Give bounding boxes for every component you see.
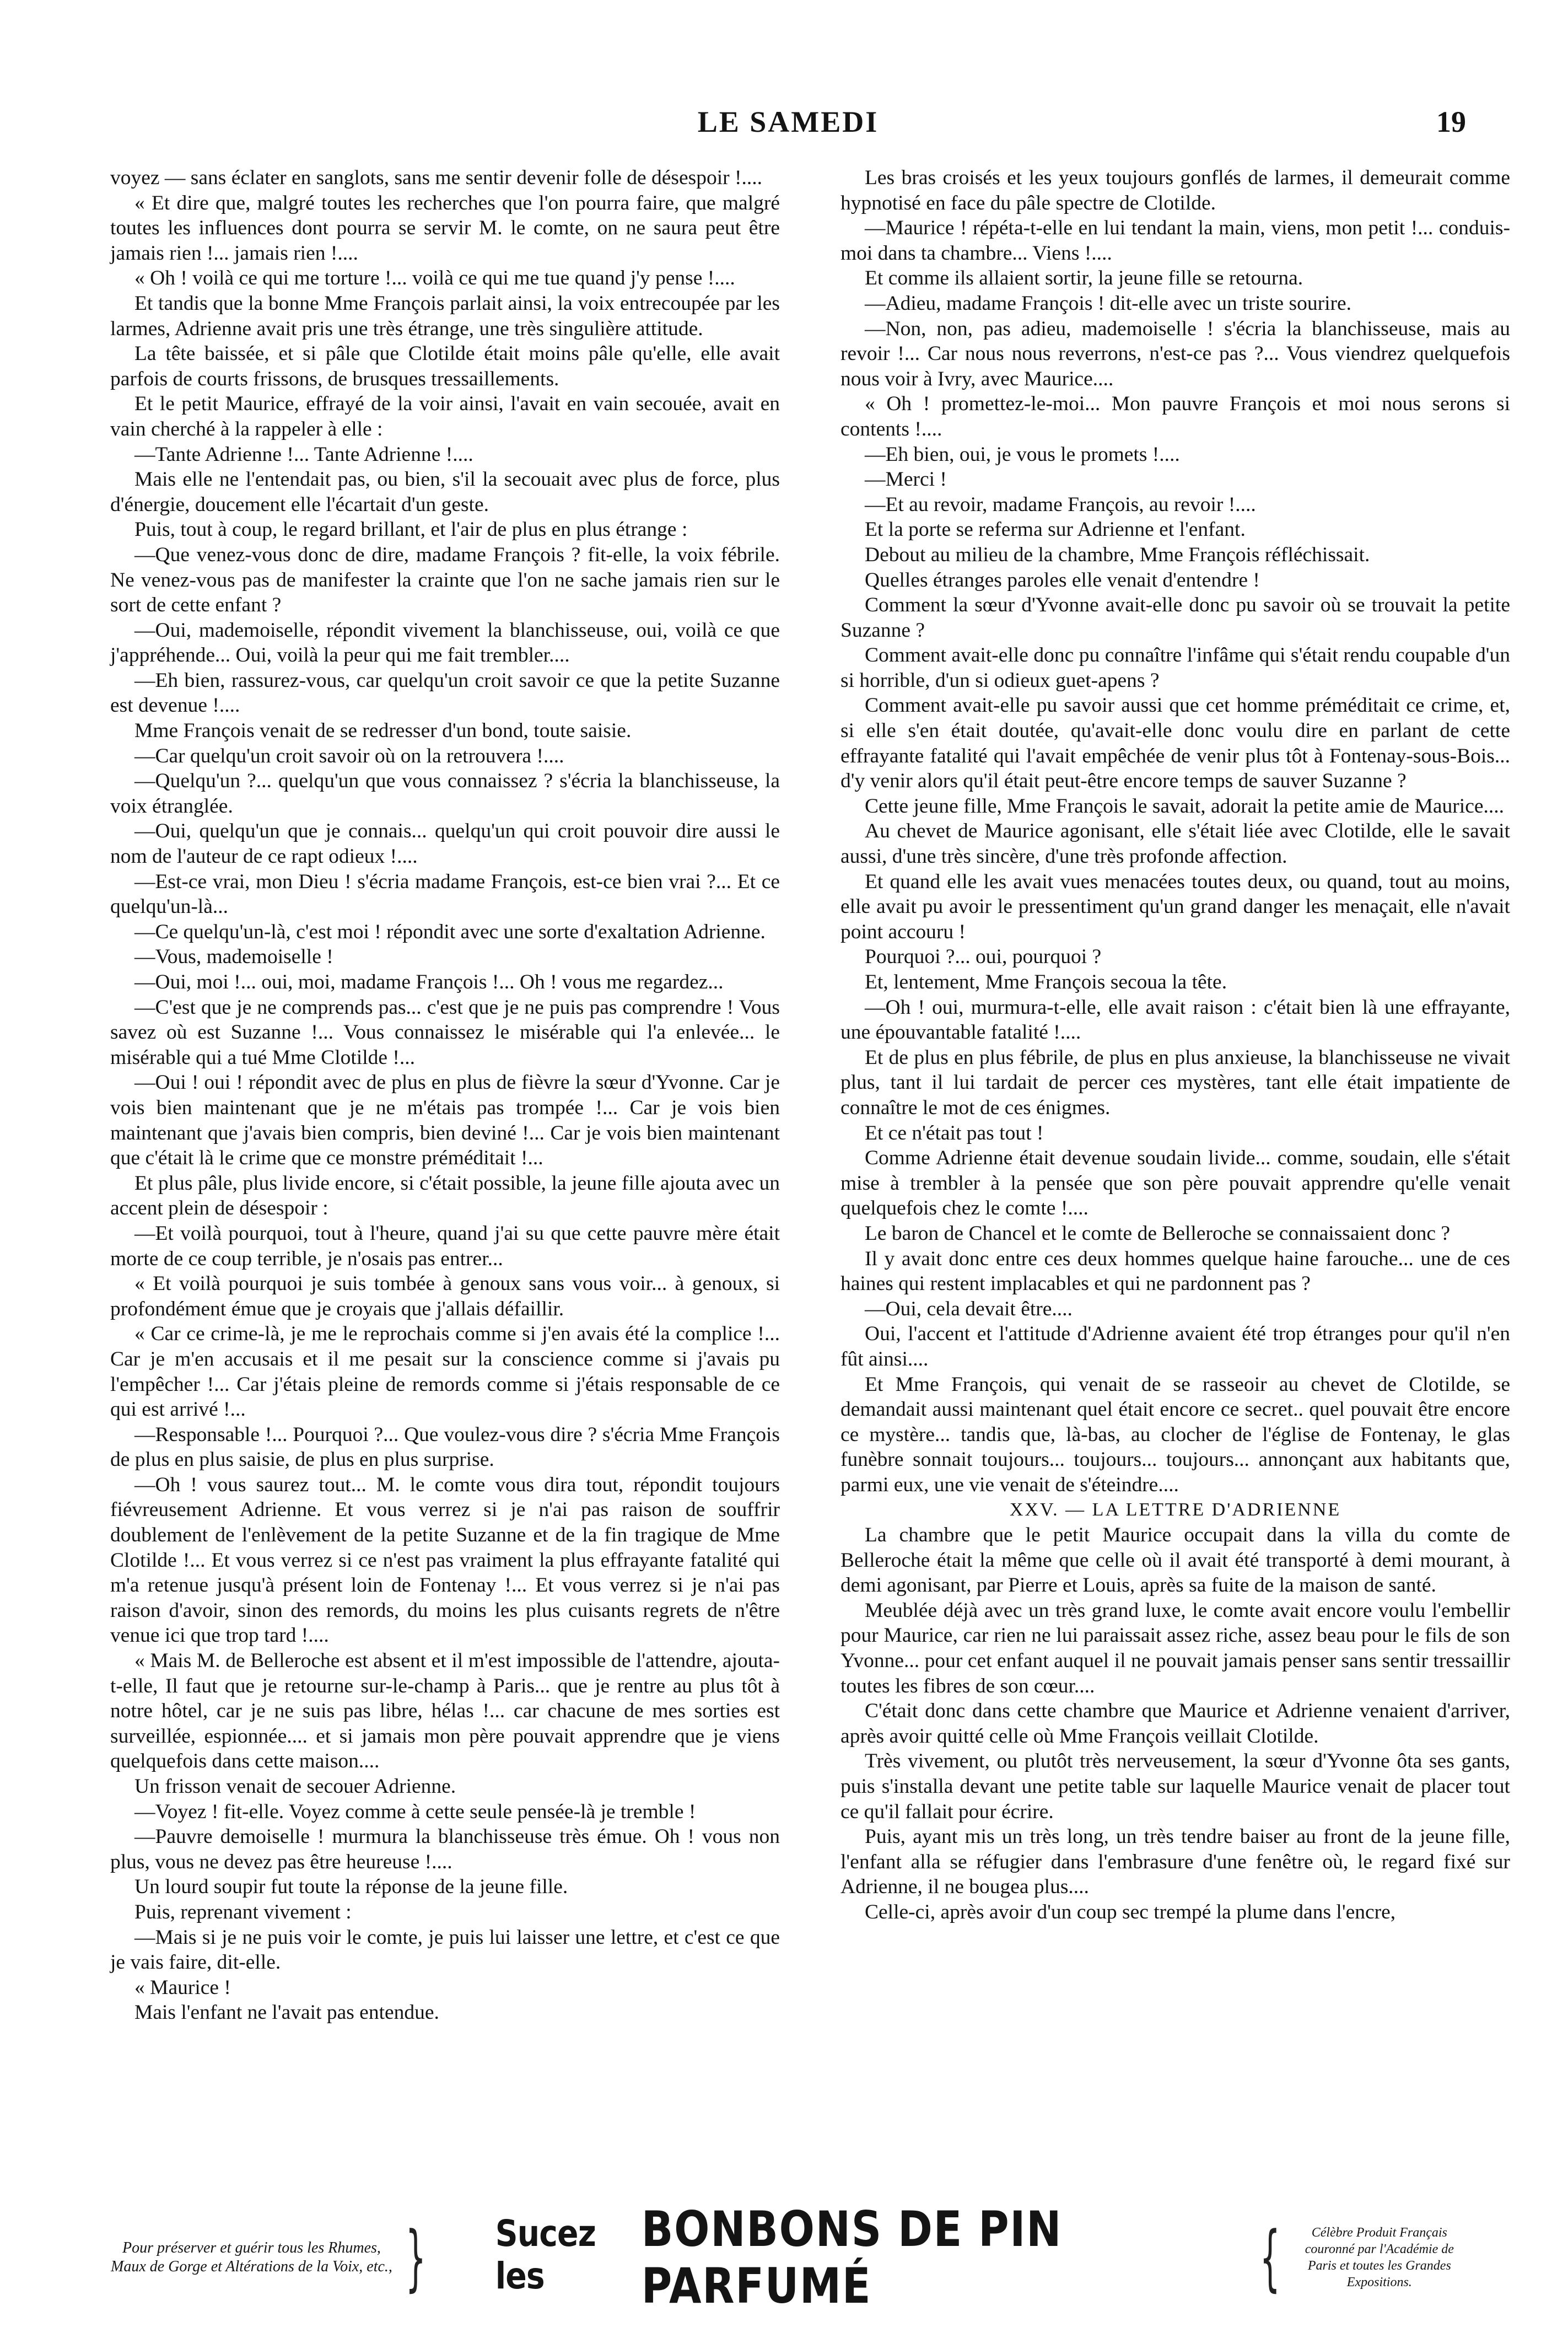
- paragraph: —Oui, mademoiselle, répondit vivement la blanchisseuse, oui, voilà ce que j'appréhende... Oui, voilà la peur qui me fait trembler....: [110, 619, 780, 667]
- paragraph: « Oh ! promettez-le-moi... Mon pauvre François et moi nous serons si contents !....: [840, 393, 1510, 440]
- paragraph: —Non, non, pas adieu, mademoiselle ! s'écria la blanchisseuse, mais au revoir !... Car nous nous reverrons, n'est-ce pas ?... Vous viendrez quelquefois nous voir à Ivry, avec Maurice....: [840, 317, 1510, 390]
- paragraph: —Quelqu'un ?... quelqu'un que vous connaissez ? s'écria la blanchisseuse, la voix étranglée.: [110, 770, 780, 818]
- paragraph: Quelles étranges paroles elle venait d'entendre !: [865, 568, 1260, 592]
- running-title: LE SAMEDI: [697, 105, 879, 138]
- advert-brand: BONBONS DE PIN PARFUMÉ: [641, 2201, 1062, 2314]
- paragraph: Pourquoi ?... oui, pourquoi ?: [865, 945, 1102, 969]
- paragraph: « Oh ! voilà ce qui me torture !... voilà ce qui me tue quand j'y pense !....: [134, 267, 735, 290]
- paragraph: Mais l'enfant ne l'avait pas entendue.: [134, 2001, 439, 2024]
- paragraph: —Oui, cela devait être....: [865, 1297, 1073, 1320]
- paragraph: —Et au revoir, madame François, au revoir !....: [865, 493, 1256, 516]
- paragraph: Puis, ayant mis un très long, un très tendre baiser au front de la jeune fille, l'enfant alla se réfugier dans l'embrasure d'une fenêtre où, le regard fixé sur Adrienne, il ne bougea plus....: [840, 1825, 1510, 1899]
- paragraph: Très vivement, ou plutôt très nerveusement, la sœur d'Yvonne ôta ses gants, puis s'installa devant une petite table sur laquelle Maurice venait de placer tout ce qu'il fallait pour écrire.: [840, 1750, 1510, 1823]
- paragraph: —Voyez ! fit-elle. Voyez comme à cette seule pensée-là je tremble !: [134, 1800, 696, 1823]
- paragraph: Celle-ci, après avoir d'un coup sec trempé la plume dans l'encre,: [865, 1900, 1396, 1923]
- paragraph: Mais elle ne l'entendait pas, ou bien, s'il la secouait avec plus de force, plus d'énergie, doucement elle l'écartait d'un geste.: [110, 468, 780, 516]
- paragraph: Et comme ils allaient sortir, la jeune fille se retourna.: [865, 267, 1303, 290]
- paragraph: Le baron de Chancel et le comte de Belleroche se connaissaient donc ?: [865, 1222, 1451, 1245]
- paragraph: —Responsable !... Pourquoi ?... Que voulez-vous dire ? s'écria Mme François de plus en plus saisie, de plus en plus surprise.: [110, 1423, 780, 1471]
- paragraph: —Vous, mademoiselle !: [134, 945, 333, 969]
- paragraph: Et de plus en plus fébrile, de plus en plus anxieuse, la blanchisseuse ne vivait plus, tant il lui tardait de percer ces mystères, tant elle était impatiente de connaître le mot de ces énigmes.: [840, 1046, 1510, 1119]
- paragraph: Et tandis que la bonne Mme François parlait ainsi, la voix entrecoupée par les larmes, Adrienne avait pris une très étrange, une très singulière attitude.: [110, 292, 780, 340]
- paragraph: Mme François venait de se redresser d'un bond, toute saisie.: [134, 719, 632, 743]
- right-column: [840, 165, 1510, 1925]
- paragraph: Et, lentement, Mme François secoua la tête.: [865, 971, 1227, 993]
- advertisement: [110, 2201, 1466, 2314]
- paragraph: Comme Adrienne était devenue soudain livide... comme, soudain, elle s'était mise à trembler à la pensée que son père pouvait apprendre qu'elle venait quelquefois chez le comte !....: [840, 1147, 1510, 1220]
- paragraph: C'était donc dans cette chambre que Maurice et Adrienne venaient d'arriver, après avoir quitté celle où Mme François veillait Clotilde.: [840, 1700, 1510, 1748]
- paragraph: Comment avait-elle pu savoir aussi que cet homme préméditait ce crime, et, si elle s'en était doutée, qu'avait-elle donc voulu dire en parlant de cette effrayante fatalité qui l'avait empêchée de venir plus tôt à Fontenay-sous-Bois... d'y venir alors qu'il était peut-être encore temps de sauver Suzanne ?: [840, 694, 1510, 793]
- brace-right: {: [1259, 2216, 1280, 2299]
- paragraph: —Tante Adrienne !... Tante Adrienne !....: [134, 443, 473, 466]
- page-header: [110, 105, 1466, 143]
- paragraph: —Eh bien, oui, je vous le promets !....: [865, 443, 1180, 466]
- page-number: 19: [1436, 105, 1466, 138]
- right-column-top: [840, 165, 1510, 1497]
- advert-center: [495, 2201, 1190, 2314]
- advert-sucez: Sucez les: [495, 2212, 596, 2297]
- paragraph: —Merci !: [865, 468, 947, 491]
- paragraph: —Mais si je ne puis voir le comte, je puis lui laisser une lettre, et c'est ce que je vais faire, dit-elle.: [110, 1926, 780, 1974]
- paragraph: Les bras croisés et les yeux toujours gonflés de larmes, il demeurait comme hypnotisé en face du pâle spectre de Clotilde.: [840, 166, 1510, 214]
- paragraph: Et plus pâle, plus livide encore, si c'était possible, la jeune fille ajouta avec un accent plein de désespoir :: [110, 1171, 780, 1220]
- paragraph: « Et dire que, malgré toutes les recherches que l'on pourra faire, que malgré toutes les influences dont pourra se servir M. le comte, on ne saura peut être jamais rien !... jamais rien !....: [110, 191, 780, 265]
- paragraph: voyez — sans éclater en sanglots, sans me sentir devenir folle de désespoir !....: [110, 166, 762, 189]
- paragraph: —Que venez-vous donc de dire, madame François ? fit-elle, la voix fébrile. Ne venez-vous pas de manifester la crainte que l'on ne sache jamais rien sur le sort de cette enfant ?: [110, 543, 780, 617]
- chapter-heading: XXV. — LA LETTRE D'ADRIENNE: [1009, 1499, 1341, 1520]
- paragraph: Il y avait donc entre ces deux hommes quelque haine farouche... une de ces haines qui restent implacables et qui ne pardonnent pas ?: [840, 1247, 1510, 1296]
- paragraph: —Eh bien, rassurez-vous, car quelqu'un croit savoir ce que la petite Suzanne est devenue !....: [110, 669, 780, 717]
- paragraph: Au chevet de Maurice agonisant, elle s'était liée avec Clotilde, elle le savait aussi, d'une très sincère, d'une très profonde affection.: [840, 820, 1510, 868]
- brace-left: }: [405, 2216, 426, 2299]
- paragraph: « Car ce crime-là, je me le reprochais comme si j'en avais été la complice !... Car je m'en accusais et il me pesait sur la conscience comme si j'avais pu l'empêcher !... Car j'étais pleine de remords comme si j'étais responsable de ce qui est arrivé !...: [110, 1323, 780, 1421]
- paragraph: La chambre que le petit Maurice occupait dans la villa du comte de Belleroche était la même que celle où il avait été transporté à demi mourant, à demi agonisant, par Pierre et Louis, après sa fuite de la maison de santé.: [840, 1524, 1510, 1597]
- left-column: [110, 165, 780, 2025]
- paragraph: Oui, l'accent et l'attitude d'Adrienne avaient été trop étranges pour qu'il n'en fût ainsi....: [840, 1323, 1510, 1370]
- paragraph: « Maurice !: [134, 1976, 231, 1999]
- paragraph: « Mais M. de Belleroche est absent et il m'est impossible de l'attendre, ajouta-t-elle, Il faut que je retourne sur-le-champ à Paris... que je rentre au plus tôt à notre hôtel, car je ne suis pas libre, hélas !... car chacune de mes sorties est surveillée, espionnée.... et si jamais mon père pouvait apprendre que je viens quelquefois dans cette maison....: [110, 1649, 780, 1773]
- paragraph: —Maurice ! répéta-t-elle en lui tendant la main, viens, mon petit !... conduis-moi dans ta chambre... Viens !....: [840, 217, 1510, 265]
- advert-right-text: Célèbre Produit Français couronné par l'Académie de Paris et toutes les Grandes Expositions.: [1305, 2226, 1454, 2289]
- paragraph: Meublée déjà avec un très grand luxe, le comte avait encore voulu l'embellir pour Maurice, car rien ne lui paraissait assez riche, assez beau pour le fils de son Yvonne... pour cet enfant auquel il ne pouvait jamais penser sans sentir tressaillir toutes les fibres de son cœur....: [840, 1599, 1510, 1697]
- paragraph: Puis, reprenant vivement :: [134, 1900, 352, 1923]
- paragraph: Et la porte se referma sur Adrienne et l'enfant.: [865, 518, 1246, 541]
- paragraph: La tête baissée, et si pâle que Clotilde était moins pâle qu'elle, elle avait parfois de courts frissons, de brusques tressaillements.: [110, 342, 780, 390]
- paragraph: —Oui, quelqu'un que je connais... quelqu'un qui croit pouvoir dire aussi le nom de l'auteur de ce rapt odieux !....: [110, 820, 780, 868]
- paragraph: —Ce quelqu'un-là, c'est moi ! répondit avec une sorte d'exaltation Adrienne.: [134, 920, 766, 943]
- advert-left-text: Pour préserver et guérir tous les Rhumes, Maux de Gorge et Altérations de la Voix, etc.,: [111, 2239, 392, 2275]
- paragraph: Et ce n'était pas tout !: [865, 1121, 1044, 1144]
- paragraph: —Oh ! vous saurez tout... M. le comte vous dira tout, répondit toujours fiévreusement Adrienne. Et vous verrez si je n'ai pas raison de souffrir doublement de l'enlèvement de la petite Suzanne et de la fin tragique de Mme Clotilde !... Et vous verrez si ce n'est pas vraiment la plus effrayante fatalité qui m'a retenue jusqu'à présent loin de Fontenay !... Et vous verrez si je n'ai pas raison d'avoir, sinon des remords, du moins les plus cuisants regrets de n'être venue ici que trop tard !....: [110, 1473, 780, 1647]
- paragraph: —Est-ce vrai, mon Dieu ! s'écria madame François, est-ce bien vrai ?... Et ce quelqu'un-là...: [110, 870, 780, 918]
- paragraph: —Oui ! oui ! répondit avec de plus en plus de fièvre la sœur d'Yvonne. Car je vois bien maintenant que je ne m'étais pas trompée !... Car je vois bien maintenant que j'avais bien compris, bien deviné !... Car je vois bien maintenant que c'était là le crime que ce monstre préméditait !...: [110, 1071, 780, 1170]
- paragraph: Cette jeune fille, Mme François le savait, adorait la petite amie de Maurice....: [865, 794, 1504, 818]
- paragraph: —Oui, moi !... oui, moi, madame François !... Oh ! vous me regardez...: [134, 971, 724, 993]
- paragraph: Et Mme François, qui venait de se rasseoir au chevet de Clotilde, se demandait aussi maintenant quel était encore ce secret.. quel pouvait être encore ce mystère... tandis que, là-bas, au clocher de l'église de Fontenay, le glas funèbre sonnait toujours... toujours... toujours... annonçant aux habitants que, parmi eux, une vie venait de s'éteindre....: [840, 1373, 1510, 1496]
- paragraph: Un frisson venait de secouer Adrienne.: [134, 1775, 456, 1798]
- paragraph: Comment la sœur d'Yvonne avait-elle donc pu savoir où se trouvait la petite Suzanne ?: [840, 594, 1510, 642]
- paragraph: —Et voilà pourquoi, tout à l'heure, quand j'ai su que cette pauvre mère était morte de ce coup terrible, je n'osais pas entrer...: [110, 1222, 780, 1270]
- paragraph: —Car quelqu'un croit savoir où on la retrouvera !....: [134, 744, 564, 767]
- paragraph: Un lourd soupir fut toute la réponse de la jeune fille.: [134, 1875, 568, 1899]
- paragraph: « Et voilà pourquoi je suis tombée à genoux sans vous voir... à genoux, si profondément émue que je croyais que j'allais défaillir.: [110, 1272, 780, 1320]
- paragraph: Puis, tout à coup, le regard brillant, et l'air de plus en plus étrange :: [134, 518, 688, 541]
- paragraph: Et le petit Maurice, effrayé de la voir ainsi, l'avait en vain secouée, avait en vain cherché à la rappeler à elle :: [110, 393, 780, 440]
- right-column-bottom: [840, 1523, 1510, 1925]
- paragraph: Comment avait-elle donc pu connaître l'infâme qui s'était rendu coupable d'un si horrible, d'un si odieux guet-apens ?: [840, 644, 1510, 692]
- paragraph: Et quand elle les avait vues menacées toutes deux, ou quand, tout au moins, elle avait pu avoir le pressentiment qu'un grand danger les menaçait, elle n'avait point accouru !: [840, 870, 1510, 943]
- paragraph: —C'est que je ne comprends pas... c'est que je ne puis pas comprendre ! Vous savez où est Suzanne !... Vous connaissez le misérable qui l'a enlevée... le misérable qui a tué Mme Clotilde !...: [110, 996, 780, 1069]
- paragraph: —Pauvre demoiselle ! murmura la blanchisseuse très émue. Oh ! vous non plus, vous ne devez pas être heureuse !....: [110, 1825, 780, 1873]
- paragraph: Debout au milieu de la chambre, Mme François réfléchissait.: [865, 543, 1370, 566]
- paragraph: —Oh ! oui, murmura-t-elle, elle avait raison : c'était bien là une effrayante, une épouvantable fatalité !....: [840, 996, 1510, 1044]
- paragraph: —Adieu, madame François ! dit-elle avec un triste sourire.: [865, 292, 1352, 315]
